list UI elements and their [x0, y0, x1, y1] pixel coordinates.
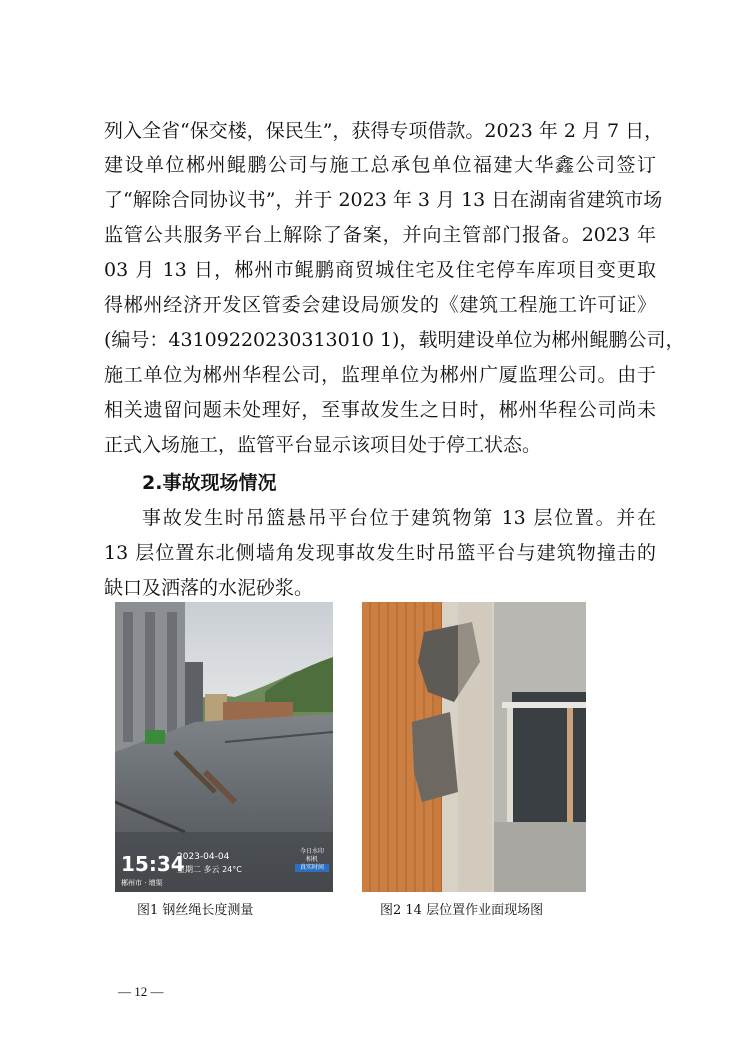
- watermark-stamp: [295, 848, 329, 872]
- photo-14th-floor-work-surface: [362, 602, 586, 892]
- watermark-line: 今日水印: [299, 848, 324, 855]
- watermark-line: 相机: [305, 856, 318, 863]
- section-line: 13 层位置东北侧墙角发现事故发生时吊篮平台与建筑物撞击的: [104, 542, 656, 564]
- body-line: 正式入场施工，监管平台显示该项目处于停工状态。: [104, 434, 542, 456]
- photo-date: 2023-04-04: [177, 852, 230, 862]
- body-line: 建设单位郴州鲲鹏公司与施工总承包单位福建大华鑫公司签订: [104, 154, 656, 176]
- body-line: 监管公共服务平台上解除了备案，并向主管部门报备。2023 年: [104, 224, 656, 246]
- photo-location: 郴州市 · 增渠: [121, 879, 163, 887]
- body-line: 得郴州经济开发区管委会建设局颁发的《建筑工程施工许可证》: [104, 294, 656, 316]
- page-number: — 12 —: [118, 984, 164, 999]
- photo-time: 15:34: [121, 852, 185, 876]
- body-line: (编号：43109220230313010 1)，载明建设单位为郴州鲲鹏公司，: [104, 329, 685, 351]
- body-line: 了“解除合同协议书”，并于 2023 年 3 月 13 日在湖南省建筑市场: [104, 189, 663, 211]
- section-line: 缺口及洒落的水泥砂浆。: [104, 577, 314, 599]
- photo-weekday-weather: 星期二 多云 24°C: [177, 865, 242, 874]
- figure-caption-1: 图1 钢丝绳长度测量: [137, 903, 254, 918]
- body-line: 03 月 13 日，郴州市鲲鹏商贸城住宅及住宅停车库项目变更取: [104, 259, 656, 281]
- section-heading: 2.事故现场情况: [142, 472, 277, 494]
- body-line: 相关遗留问题未处理好，至事故发生之日时，郴州华程公司尚未: [104, 399, 656, 421]
- watermark-line: 真实时间: [295, 864, 329, 872]
- body-line: 列入全省“保交楼，保民生”，获得专项借款。2023 年 2 月 7 日，: [104, 120, 664, 142]
- photo-facade-illustration: [362, 602, 586, 892]
- photo-wire-rope-measurement: [115, 602, 333, 892]
- figure-caption-2: 图2 14 层位置作业面现场图: [380, 903, 544, 918]
- body-line: 施工单位为郴州华程公司，监理单位为郴州广厦监理公司。由于: [104, 364, 656, 386]
- section-line: 事故发生时吊篮悬吊平台位于建筑物第 13 层位置。并在: [142, 507, 656, 529]
